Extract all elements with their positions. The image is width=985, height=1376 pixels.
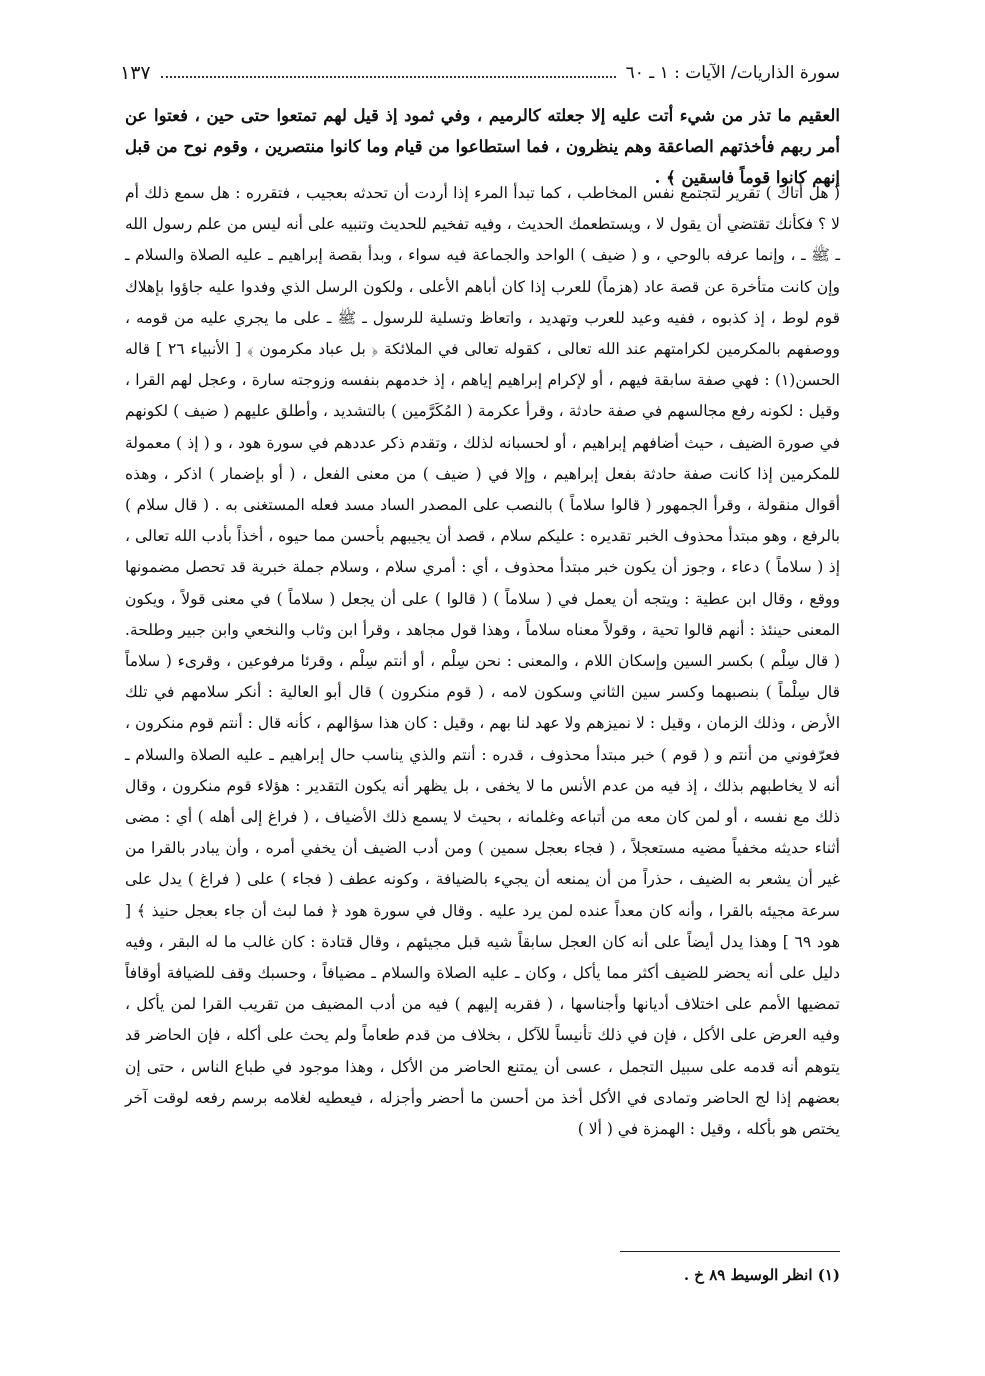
page-number: ١٣٧ <box>120 62 151 84</box>
tafsir-body <box>125 178 840 1145</box>
surah-title: سورة الذاريات/ الآيات : ١ ـ ٦٠ <box>625 63 840 83</box>
body-paragraph: ( هل أتاك ) تقرير لتجتمع نفس المخاطب ، كما تبدأ المرء إذا أردت أن تحدثه بعجيب ، فتقرره : هل سمع ذلك أم لا ؟ فكأنك تقتضي أن يقول لا ، ويستطعمك الحديث ، وفيه تفخيم للحديث وتنبيه على أنه ليس من علم رسول الله ـ ﷺ ـ ، وإنما عرفه بالوحي ، و ( ضيف ) الواحد والجماعة فيه سواء ، وبدأ بقصة إبراهيم ـ عليه الصلاة والسلام ـ وإن كانت متأخرة عن قصة عاد (هزماً) للعرب إذا كان أباهم الأعلى ، ولكون الرسل الذي وفدوا عليه جاؤوا بإهلاك قوم لوط ، إذ كذبوه ، ففيه وعيد للعرب وتهديد ، واتعاظ وتسلية للرسول ـ ﷺ ـ على ما يجري عليه من قومه ، ووصفهم بالمكرمين لكرامتهم عند الله تعالى ، كقوله تعالى في الملائكة ﴿ بل عباد مكرمون ﴾ [ الأنبياء ٢٦ ] قاله الحسن(١) : فهي صفة سابقة فيهم ، أو لإكرام إبراهيم إياهم ، إذ خدمهم بنفسه وزوجته سارة ، وعجل لهم القرا ، وقيل : لكونه رفع مجالسهم في صفة حادثة ، وقرأ عكرمة ( المُكَرَّمين ) بالتشديد ، وأطلق عليهم ( ضيف ) لكونهم في صورة الضيف ، حيث أضافهم إبراهيم ، أو لحسبانه لذلك ، وتقدم ذكر عددهم في سورة هود ، و ( إذ ) معمولة للمكرمين إذا كانت صفة حادثة بفعل إبراهيم ، وإلا في ( ضيف ) من معنى الفعل ، ( أو بإضمار ) اذكر ، وهذه أقوال منقولة ، وقرأ الجمهور ( قالوا سلاماً ) بالنصب على المصدر الساد مسد فعله المستغنى به . ( قال سلام ) بالرفع ، وهو مبتدأ محذوف الخبر تقديره : عليكم سلام ، قصد أن يجيبهم بأحسن مما حيوه ، أخذاً بأدب الله تعالى ، إذ ( سلاماً ) دعاء ، وجوز أن يكون خبر مبتدأ محذوف ، أي : أمري سلام ، وسلام جملة خبرية قد تحصل مضمونها ووقع ، وقال ابن عطية : ويتجه أن يعمل في ( سلاماً ) ( قالوا ) على أن يجعل ( سلاماً ) في معنى قولاً ، ويكون المعنى حينئذ : أنهم قالوا تحية ، وقولاً معناه سلاماً ، وهذا قول مجاهد ، وقرأ ابن وثاب والنخعي وابن جبير وطلحة.( قال سِلْم ) بكسر السين وإسكان اللام ، والمعنى : نحن سِلْم ، أو أنتم سِلْم ، وقرئا مرفوعين ، وقرىء ( سلاماً قال سِلْماً ) بنصبهما وكسر سين الثاني وسكون لامه ، ( قوم منكرون ) قال أبو العالية : أنكر سلامهم في تلك الأرض ، وذلك الزمان ، وقيل : لا نميزهم ولا عهد لنا بهم ، وقيل : كان هذا سؤالهم ، كأنه قال : أنتم قوم منكرون ، فعرّفوني من أنتم و ( قوم ) خبر مبتدأ محذوف ، قدره : أنتم والذي يناسب حال إبراهيم ـ عليه الصلاة والسلام ـ أنه لا يخاطبهم بذلك ، إذ فيه من عدم الأنس ما لا يخفى ، بل يظهر أنه يكون التقدير : هؤلاء قوم منكرون ، وقال ذلك مع نفسه ، أو لمن كان معه من أتباعه وغلمانه ، بحيث لا يسمع ذلك الأضياف ، ( فراغ إلى أهله ) أي : مضى أثناء حديثه مخفياً مضيه مستعجلاً ، ( فجاء بعجل سمين ) ومن أدب الضيف أن يخفي أمره ، وأن يبادر بالقرا من غير أن يشعر به الضيف ، حذراً من أن يمنعه أن يجيء بالضيافة ، وكونه عطف ( فجاء ) على ( فراغ ) يدل على سرعة مجيئه بالقرا ، وأنه كان معداً عنده لمن يرد عليه . وقال في سورة هود ﴿ فما لبث أن جاء بعجل حنيذ ﴾ [ هود ٦٩ ] وهذا يدل أيضاً على أنه كان العجل سابقاً شيه قبل مجيئهم ، وقال قتادة : كان غالب ما له البقر ، وفيه دليل على أنه يحضر للضيف أكثر مما يأكل ، وكان ـ عليه الصلاة والسلام ـ مضيافاً ، وحسبك وقف للضيافة أوقافاً تمضيها الأمم على اختلاف أديانها وأجناسها ، ( فقربه إليهم ) فيه من أدب المضيف من تقريب القرا لمن يأكل ، وفيه العرض على الأكل ، فإن في ذلك تأنيساً للآكل ، بخلاف من قدم طعاماً ولم يحث على أكله ، فإن الحاضر قد يتوهم أنه قدمه على سبيل التجمل ، عسى أن يمتنع الحاضر من الأكل ، وهذا موجود في طباع الناس ، حتى إن بعضهم إذا لج الحاضر وتمادى في الأكل أخذ من أحسن ما أحضر وأجزله ، فيعطيه لغلامه برسم رفعه لوقت آخر يختص هو بأكله ، وقيل : الهمزة في ( ألا ) <box>125 184 840 1139</box>
footnote: (١) انظر الوسيط ٨٩ خ . <box>683 1266 840 1284</box>
header-dotted-leader <box>161 68 616 78</box>
quran-verse-text: العقيم ما تذر من شيء أتت عليه إلا جعلته كالرميم ، وفي ثمود إذ قيل لهم تمتعوا حتى حين ، فعتوا عن أمر ربهم فأخذتهم الصاعقة وهم ينظرون ، فما استطاعوا من قيام وما كانوا منتصرين ، وقوم نوح من قبل إنهم كانوا قوماً فاسقين ﴾ . <box>125 106 840 187</box>
page-header <box>120 58 840 88</box>
footnote-divider <box>620 1251 840 1252</box>
